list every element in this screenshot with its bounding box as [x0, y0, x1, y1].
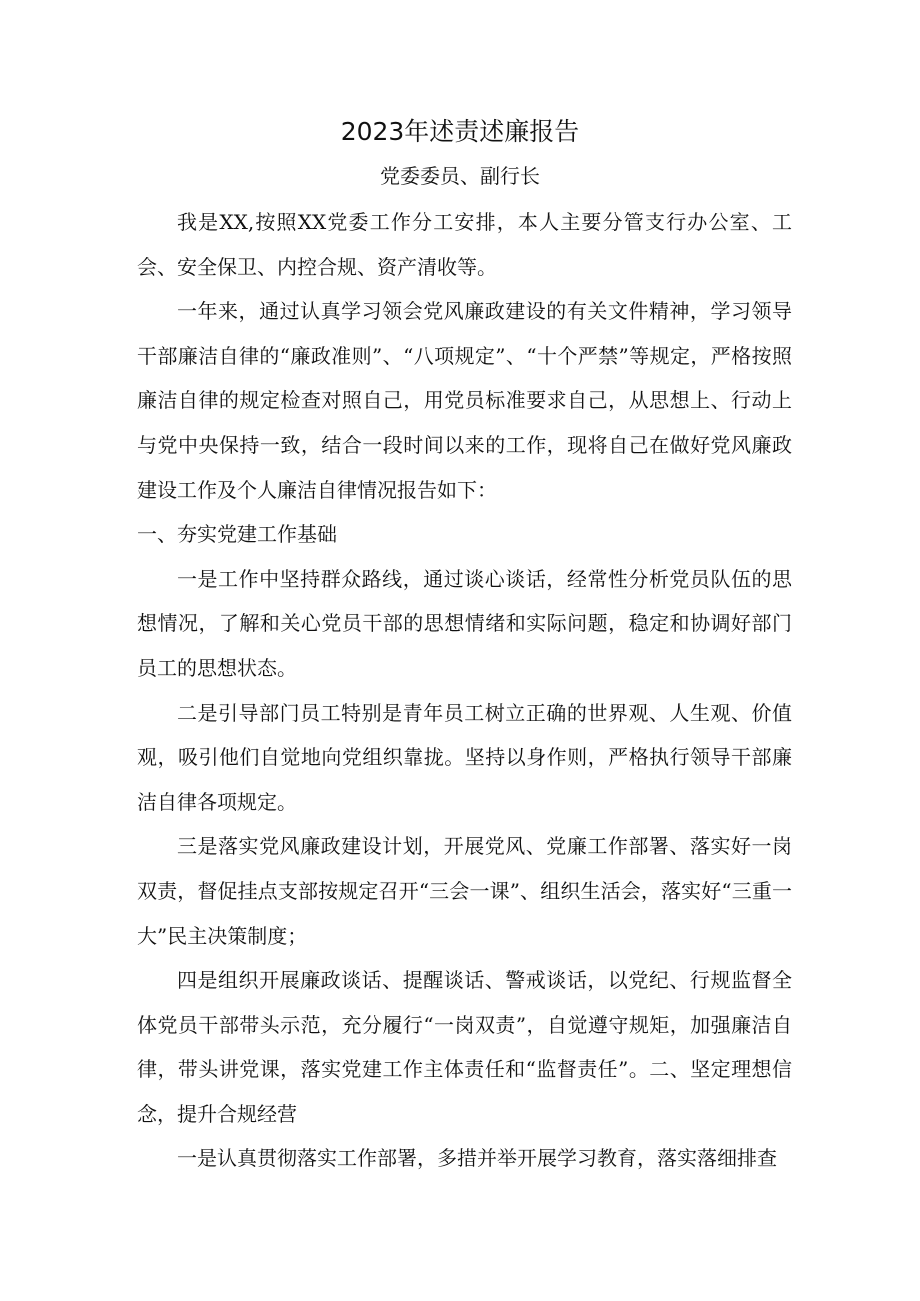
- paragraph-item-5: 一是认真贯彻落实工作部署，多措并举开展学习教育，落实落细排查: [177, 1146, 777, 1171]
- document-subtitle: 党委委员、副行长: [380, 164, 540, 188]
- document-title: 2023年述责述廉报告: [340, 117, 580, 146]
- paragraph-item-2: 二是引导部门员工特别是青年员工树立正确的世界观、人生观、价值观，吸引他们自觉地向党组织靠拢。坚持以身作则，严格执行领导干部廉洁自律各项规定。: [137, 700, 792, 814]
- paragraph-intro: 我是XX,按照XX党委工作分工安排，本人主要分管支行办公室、工会、安全保卫、内控合规、资产清收等。: [137, 210, 792, 279]
- document-body: [137, 200, 792, 1181]
- paragraph-item-1: 一是工作中坚持群众路线，通过谈心谈话，经常性分析党员队伍的思想情况，了解和关心党员干部的思想情绪和实际问题，稳定和协调好部门员工的思想状态。: [137, 566, 792, 680]
- paragraph-item-3: 三是落实党风廉政建设计划，开展党风、党廉工作部署、落实好一岗双责，督促挂点支部按规定召开“三会一课”、组织生活会，落实好“三重一大”民主决策制度；: [137, 834, 792, 948]
- paragraph-item-4: 四是组织开展廉政谈话、提醒谈话、警戒谈话，以党纪、行规监督全体党员干部带头示范，充分履行“一岗双责”，自觉遵守规矩，加强廉洁自律，带头讲党课，落实党建工作主体责任和“监督责任”。二、坚定理想信念，提升合规经营: [137, 968, 792, 1126]
- paragraph-overview: 一年来，通过认真学习领会党风廉政建设的有关文件精神，学习领导干部廉洁自律的“廉政准则”、“八项规定”、“十个严禁”等规定，严格按照廉洁自律的规定检查对照自己，用党员标准要求自己，从思想上、行动上与党中央保持一致，结合一段时间以来的工作，现将自己在做好党风廉政建设工作及个人廉洁自律情况报告如下：: [137, 299, 792, 502]
- section-heading-1: 一、夯实党建工作基础: [137, 522, 337, 547]
